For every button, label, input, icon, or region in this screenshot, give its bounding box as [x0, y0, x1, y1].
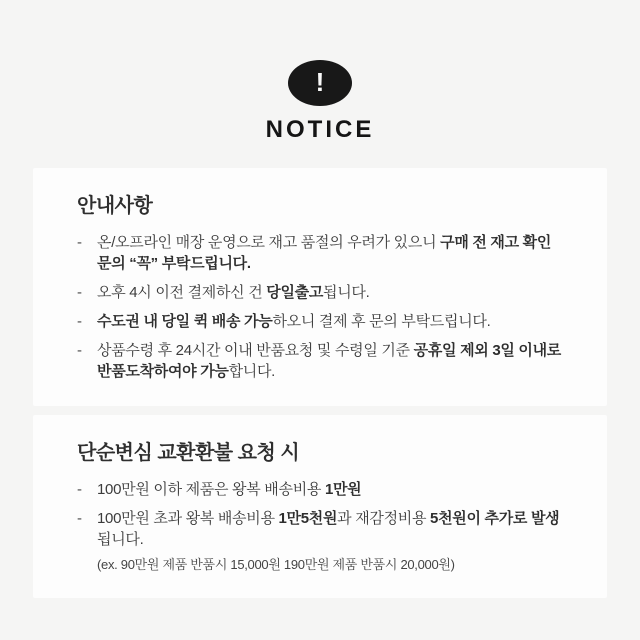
dash-bullet: - [77, 234, 82, 251]
info-item-text: 수도권 내 당일 퀵 배송 가능하오니 결제 후 문의 부탁드립니다. [97, 313, 491, 330]
refund-card-heading: 단순변심 교환환불 요청 시 [77, 442, 300, 464]
info-card-list [77, 232, 563, 382]
notice-header [0, 0, 640, 144]
refund-example-note: (ex. 90만원 제품 반품시 15,000원 190만원 제품 반품시 20,000원) [97, 557, 455, 572]
info-card [33, 168, 607, 406]
info-item [77, 232, 563, 274]
info-item [77, 311, 563, 332]
refund-card-list [77, 479, 563, 550]
refund-item [77, 508, 563, 550]
refund-item-text: 100만원 이하 제품은 왕복 배송비용 1만원 [97, 481, 362, 498]
info-item [77, 340, 563, 382]
info-item-text: 상품수령 후 24시간 이내 반품요청 및 수령일 기준 공휴일 제외 3일 이내로 반품도착하여야 가능합니다. [97, 342, 561, 380]
notice-title: NOTICE [265, 116, 375, 143]
refund-item [77, 479, 563, 500]
dash-bullet: - [77, 342, 82, 359]
dash-bullet: - [77, 481, 82, 498]
refund-card [33, 415, 607, 598]
dash-bullet: - [77, 313, 82, 330]
info-item-text: 온/오프라인 매장 운영으로 재고 품절의 우려가 있으니 구매 전 재고 확인 문의 “꼭” 부탁드립니다. [97, 234, 552, 272]
dash-bullet: - [77, 510, 82, 527]
info-item-text: 오후 4시 이전 결제하신 건 당일출고됩니다. [97, 284, 370, 301]
info-card-heading: 안내사항 [77, 195, 153, 217]
refund-item-text: 100만원 초과 왕복 배송비용 1만5천원과 재감정비용 5천원이 추가로 발생됩니다. [97, 510, 560, 548]
exclamation-icon [288, 60, 352, 106]
dash-bullet: - [77, 284, 82, 301]
exclamation-glyph: ! [315, 67, 325, 97]
info-item [77, 282, 563, 303]
